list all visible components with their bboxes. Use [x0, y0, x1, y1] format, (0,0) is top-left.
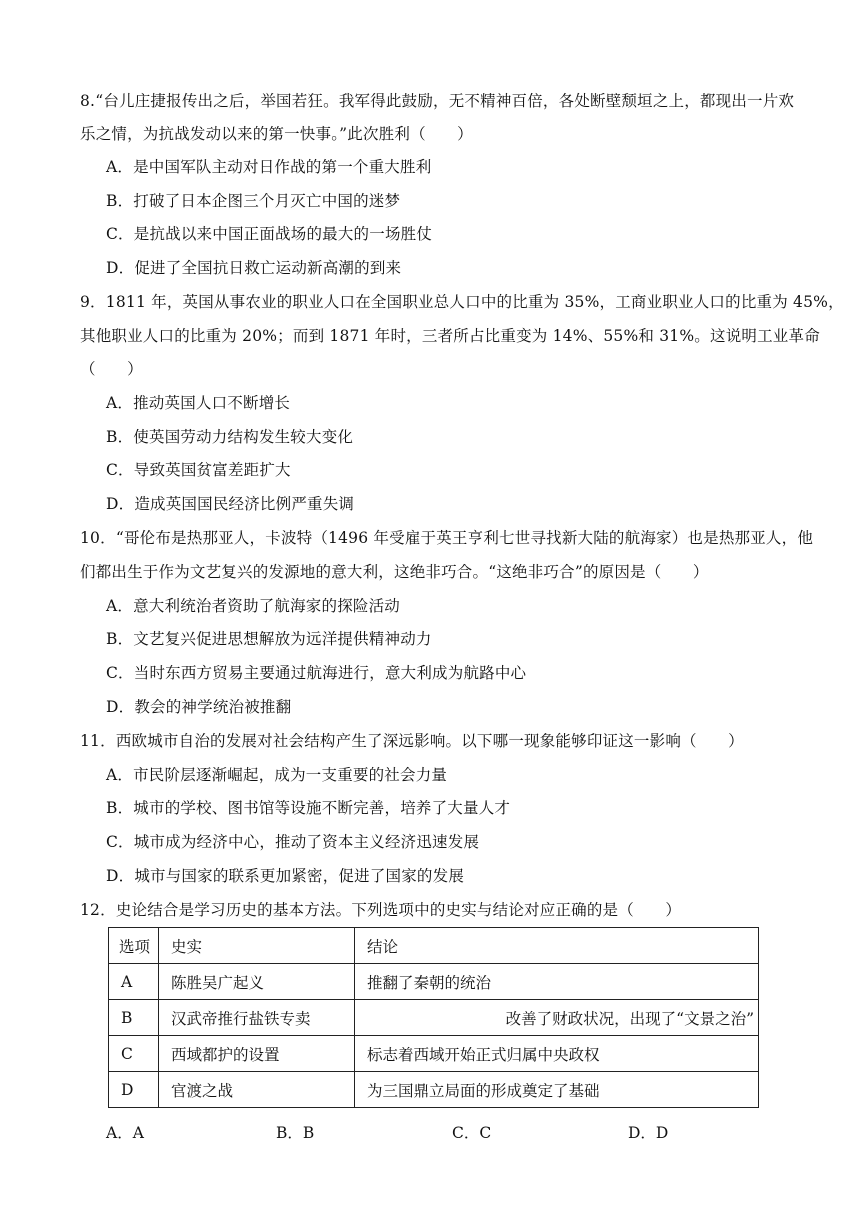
- q8-stem-line-2: 乐之情，为抗战发动以来的第一快事。”此次胜利（ ）: [80, 125, 473, 143]
- table-cell: 汉武帝推行盐铁专卖: [159, 1000, 355, 1036]
- table-cell: A: [109, 964, 159, 1000]
- q8-option-d: D．促进了全国抗日救亡运动新高潮的到来: [106, 259, 402, 277]
- table-cell: 西域都护的设置: [159, 1036, 355, 1072]
- q8-stem-line-1: 8.“台儿庄捷报传出之后，举国若狂。我军得此鼓励，无不精神百倍，各处断壁颓垣之上，都现出一片欢: [80, 92, 795, 110]
- q9-option-d: D．造成英国国民经济比例严重失调: [106, 495, 355, 513]
- q8-option-b: B．打破了日本企图三个月灭亡中国的迷梦: [106, 192, 401, 210]
- table-cell: 标志着西域开始正式归属中央政权: [355, 1036, 759, 1072]
- q9-option-b: B．使英国劳动力结构发生较大变化: [106, 428, 354, 446]
- q9-option-c: C．导致英国贫富差距扩大: [106, 461, 291, 479]
- table-row: [109, 1072, 759, 1108]
- q11-option-b: B．城市的学校、图书馆等设施不断完善，培养了大量人才: [106, 799, 511, 817]
- table-row: [109, 1000, 759, 1036]
- table-cell: D: [109, 1072, 159, 1108]
- table-cell: 推翻了秦朝的统治: [355, 964, 759, 1000]
- q12-option-c: C．C: [452, 1124, 492, 1142]
- q9-stem-line-1: 9．1811 年，英国从事农业的职业人口在全国职业总人口中的比重为 35%，工商业职业人口的比重为 45%，: [80, 293, 844, 311]
- table-cell: 陈胜吴广起义: [159, 964, 355, 1000]
- q11-option-a: A．市民阶层逐渐崛起，成为一支重要的社会力量: [106, 766, 448, 784]
- q12-option-b: B．B: [276, 1124, 315, 1142]
- table-cell: 为三国鼎立局面的形成奠定了基础: [355, 1072, 759, 1108]
- q12-option-a: A．A: [106, 1124, 144, 1142]
- table-row: [109, 964, 759, 1000]
- table-cell: C: [109, 1036, 159, 1072]
- q12-table: [108, 927, 759, 1108]
- table-cell: 改善了财政状况，出现了“文景之治”: [355, 1000, 759, 1036]
- q9-stem-line-3: （ ）: [80, 360, 143, 378]
- table-cell: B: [109, 1000, 159, 1036]
- q11-option-d: D．城市与国家的联系更加紧密，促进了国家的发展: [106, 867, 465, 885]
- table-header-cell: 结论: [355, 928, 759, 964]
- q9-stem-line-2: 其他职业人口的比重为 20%；而到 1871 年时，三者所占比重变为 14%、55%和 31%。这说明工业革命: [80, 327, 820, 345]
- q9-option-a: A．推动英国人口不断增长: [106, 394, 291, 412]
- table-header-cell: 选项: [109, 928, 159, 964]
- q11-stem-line-1: 11．西欧城市自治的发展对社会结构产生了深远影响。以下哪一现象能够印证这一影响（ ）: [80, 732, 744, 750]
- q12-option-d: D．D: [628, 1124, 669, 1142]
- q8-option-c: C．是抗战以来中国正面战场的最大的一场胜仗: [106, 225, 433, 243]
- q8-option-a: A．是中国军队主动对日作战的第一个重大胜利: [106, 158, 432, 176]
- table-row: [109, 1036, 759, 1072]
- q10-option-d: D．教会的神学统治被推翻: [106, 698, 292, 716]
- q10-option-c: C．当时东西方贸易主要通过航海进行，意大利成为航路中心: [106, 664, 527, 682]
- table-header-cell: 史实: [159, 928, 355, 964]
- q10-stem-line-1: 10．“哥伦布是热那亚人，卡波特（1496 年受雇于英王亨利七世寻找新大陆的航海家）也是热那亚人，他: [80, 529, 814, 547]
- table-cell: 官渡之战: [159, 1072, 355, 1108]
- q10-option-a: A．意大利统治者资助了航海家的探险活动: [106, 597, 400, 615]
- table-header-row: [109, 928, 759, 964]
- q12-stem-line-1: 12．史论结合是学习历史的基本方法。下列选项中的史实与结论对应正确的是（ ）: [80, 901, 682, 919]
- q11-option-c: C．城市成为经济中心，推动了资本主义经济迅速发展: [106, 833, 480, 851]
- q10-option-b: B．文艺复兴促进思想解放为远洋提供精神动力: [106, 630, 432, 648]
- q10-stem-line-2: 们都出生于作为文艺复兴的发源地的意大利，这绝非巧合。“这绝非巧合”的原因是（ ）: [80, 563, 709, 581]
